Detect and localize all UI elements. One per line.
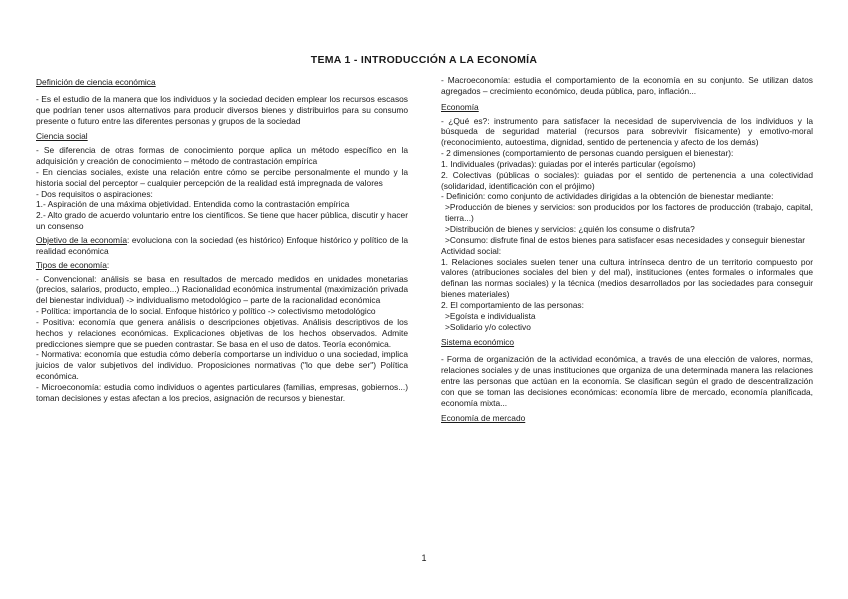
- list-item: >Egoísta e individualista: [445, 310, 536, 321]
- list-item: >Distribución de bienes y servicios: ¿quién los consume o disfruta?: [445, 223, 695, 234]
- paragraph: - Definición: como conjunto de actividades dirigidas a la obtención de bienestar mediante:: [441, 191, 774, 202]
- heading-definicion: Definición de ciencia económica: [36, 77, 156, 87]
- paragraph: - ¿Qué es?: instrumento para satisfacer la necesidad de supervivencia de los individuos y la búsqueda de seguridad material (recursos para sobrevivir físicamente) y emotivo-moral (reconocimiento, autoestima, dignidad, sentido de pertenencia y afecto de los demás): [441, 115, 813, 148]
- paragraph: Actividad social:: [441, 245, 502, 256]
- paragraph: 1.- Aspiración de una máxima objetividad. Entendida como la contrastación empírica: [36, 199, 350, 210]
- paragraph: - En ciencias sociales, existe una relación entre cómo se percibe personalmente el mundo y la historia social del perceptor – cualquier percepción de la realidad está impregnada de valores: [36, 166, 408, 188]
- paragraph: 2. El comportamiento de las personas:: [441, 299, 584, 310]
- paragraph: - Microeconomía: estudia como individuos o agentes particulares (familias, empresas, gobiernos...) toman decisiones y estas afectan a los precios, asignación de recursos y bienestar.: [36, 381, 408, 403]
- tipos-colon: :: [106, 259, 110, 270]
- paragraph: - Positiva: economía que genera análisis o descripciones objetivas. Análisis descriptivos de los hechos y relaciones económicas. Explicaciones objetivas de los hechos observados. Admite predicciones siempre que se pueden contrastar. Se basa en el uso de datos. Teoría económica.: [36, 316, 408, 349]
- heading-economia-mercado: Economía de mercado: [441, 413, 526, 424]
- paragraph: - Es el estudio de la manera que los individuos y la sociedad deciden emplear los recursos escasos que podrían tener usos alternativos para producir diversos bienes y distribuirlos para su consumo presente o futuro entre las diferentes personas y grupos de la sociedad: [36, 93, 408, 126]
- list-item: >Producción de bienes y servicios: son producidos por los factores de producción (trabajo, capital, tierra...): [445, 202, 813, 224]
- right-column: [441, 75, 813, 427]
- page-title: TEMA 1 - INTRODUCCIÓN A LA ECONOMÍA: [310, 54, 538, 66]
- paragraph: - Convencional: análisis se basa en resultados de mercado medidos en unidades monetarias (precios, salarios, producto, empleo...) Racionalidad económica instrumental (maximización privada del bienestar individual) -> individualismo metodológico – parte de la racionalidad económica: [36, 273, 408, 306]
- paragraph: - Normativa: economía que estudia cómo debería comportarse un individuo o una sociedad, implica juicios de valor subjetivos del individuo. Proposiciones normativas ("lo que debe ser") Política económica.: [36, 349, 408, 382]
- list-item: >Solidario y/o colectivo: [445, 321, 531, 332]
- paragraph: 2. Colectivas (públicas o sociales): guiadas por el sentido de pertenencia a una colectividad (solidaridad, identificación con el prójimo): [441, 169, 813, 191]
- paragraph-objetivo: [36, 235, 408, 257]
- paragraph: - Macroeconomía: estudia el comportamiento de la economía en su conjunto. Se utilizan datos agregados – crecimiento económico, deuda pública, paro, inflación...: [441, 75, 813, 96]
- left-column: [36, 75, 408, 404]
- heading-economia: Economía: [441, 101, 479, 112]
- paragraph: - Política: importancia de lo social. Enfoque histórico y político -> colectivismo metodológico: [36, 306, 376, 317]
- objetivo-text: : evoluciona con la sociedad (es histórico) Enfoque histórico y político de la realidad económica: [36, 234, 408, 256]
- page-number: 1: [421, 553, 427, 563]
- paragraph: - Forma de organización de la actividad económica, a través de una elección de valores, normas, relaciones sociales y de unas instituciones que organiza de una determinada manera las relaciones entre las personas que actúan en la economía. Se clasifican según el grado de descentralización con que se toman las decisiones económicas: economía libre de mercado, economía planificada, economía mixta...: [441, 354, 813, 408]
- heading-sistema: Sistema económico: [441, 337, 515, 348]
- paragraph: 1. Relaciones sociales suelen tener una cultura intrínseca dentro de un territorio compuesto por valores (atribuciones sociales del bien y del mal), instituciones (entes formales o informales que definan las normas sociales) y la técnica (medios desarrollados por las sociedades para conseguir bienes materiales): [441, 256, 813, 300]
- paragraph-tipos: [36, 260, 408, 271]
- paragraph: - Se diferencia de otras formas de conocimiento porque aplica un método específico en la adquisición y creación de conocimiento – método de contrastación empírica: [36, 145, 408, 167]
- list-item: >Consumo: disfrute final de estos bienes para satisfacer esas necesidades y conseguir bienestar: [445, 234, 806, 245]
- heading-ciencia-social: Ciencia social: [36, 131, 88, 142]
- heading-tipos: Tipos de economía: [36, 259, 107, 270]
- paragraph: - 2 dimensiones (comportamiento de personas cuando persiguen el bienestar):: [441, 148, 734, 159]
- paragraph: 1. Individuales (privadas): guiadas por el interés particular (egoísmo): [441, 158, 696, 169]
- paragraph: 2.- Alto grado de acuerdo voluntario entre los científicos. Se tiene que hacer pública, discutir y hacer un consenso: [36, 210, 408, 232]
- heading-objetivo: Objetivo de la economía: [36, 234, 127, 245]
- paragraph: - Dos requisitos o aspiraciones:: [36, 188, 153, 199]
